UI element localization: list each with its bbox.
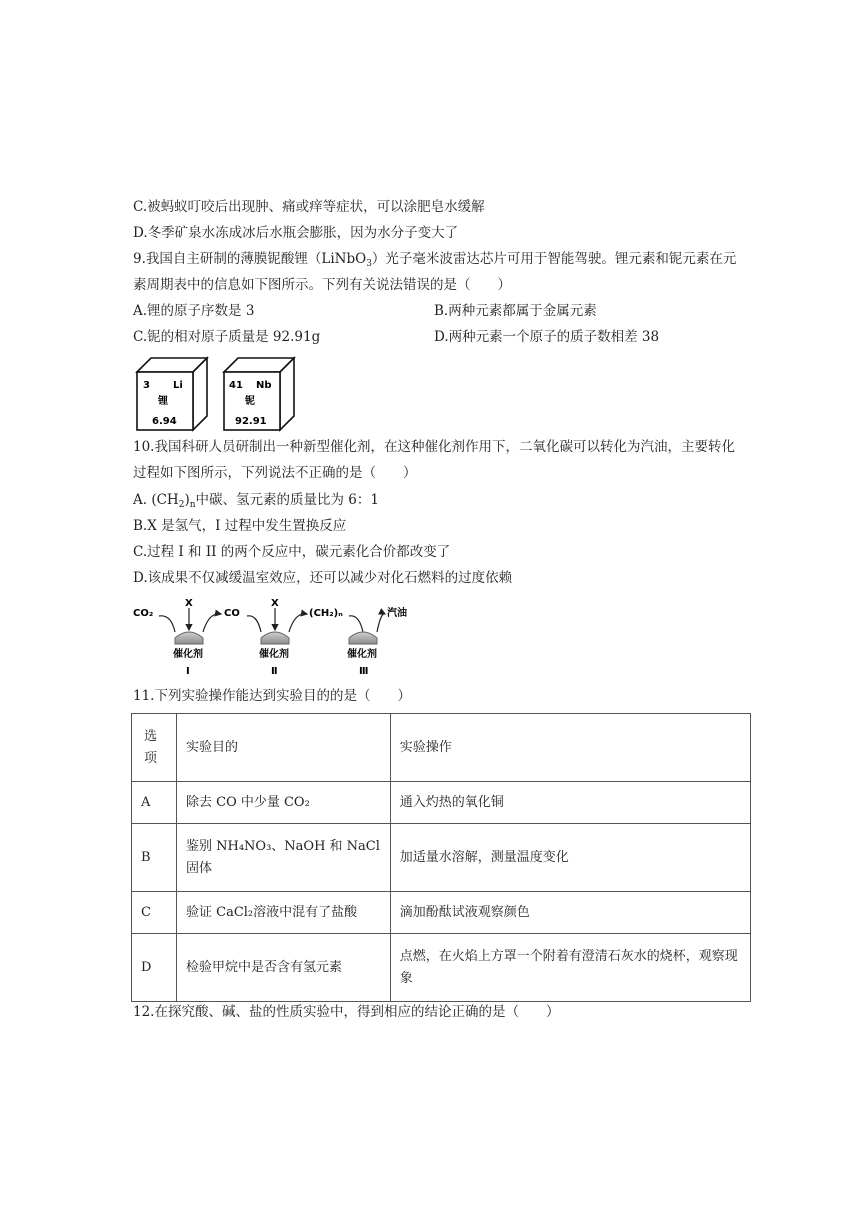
catalyst-2 bbox=[261, 632, 289, 644]
q9-stem-line1: 9.我国自主研制的薄膜铌酸锂（LiNbO$_3$）光子毫米波雷达芯片可用于智能驾驶。锂元素和铌元素在元 bbox=[133, 251, 737, 269]
conversion-diagram bbox=[131, 594, 421, 682]
row-goal: 检验甲烷中是否含有氢元素 bbox=[176, 934, 390, 1002]
li-name: 锂 bbox=[158, 396, 168, 407]
row-option: B bbox=[132, 824, 177, 892]
x-label-2: X bbox=[271, 598, 279, 609]
catalyst-3 bbox=[349, 632, 377, 644]
stage-1: I bbox=[186, 666, 190, 677]
table-row bbox=[132, 934, 751, 1002]
element-card-li bbox=[135, 356, 210, 432]
catalyst-label-2: 催化剂 bbox=[259, 649, 289, 660]
q10-option-c: C.过程 I 和 II 的两个反应中，碳元素化合价都改变了 bbox=[133, 544, 451, 560]
q9-option-c: C.铌的相对原子质量是 92.91g bbox=[133, 329, 321, 345]
q8-option-c: C.被蚂蚁叮咬后出现肿、痛或痒等症状，可以涂肥皂水缓解 bbox=[133, 199, 485, 215]
q12-stem: 12.在探究酸、碱、盐的性质实验中，得到相应的结论正确的是（ ） bbox=[133, 1004, 560, 1020]
header-operation: 实验操作 bbox=[390, 714, 750, 782]
li-number: 3 bbox=[143, 380, 150, 391]
q10-stem-line2: 过程如下图所示，下列说法不正确的是（ ） bbox=[133, 465, 417, 481]
row-goal: 验证 CaCl₂溶液中混有了盐酸 bbox=[176, 892, 390, 934]
x-label-1: X bbox=[185, 598, 193, 609]
table-row bbox=[132, 824, 751, 892]
catalyst-1 bbox=[175, 632, 203, 644]
table-row bbox=[132, 782, 751, 824]
catalyst-label-3: 催化剂 bbox=[347, 649, 377, 660]
row-operation: 滴加酚酞试液观察颜色 bbox=[390, 892, 750, 934]
curve-arrow-1b bbox=[203, 614, 221, 632]
q10-stem-line1: 10.我国科研人员研制出一种新型催化剂，在这种催化剂作用下，二氧化碳可以转化为汽油，主要转化 bbox=[133, 439, 735, 455]
curve-arrow-3a bbox=[349, 616, 363, 632]
co2-label: CO₂ bbox=[133, 608, 154, 619]
q9-option-b: B.两种元素都属于金属元素 bbox=[434, 303, 597, 319]
row-goal: 除去 CO 中少量 CO₂ bbox=[176, 782, 390, 824]
q10-option-b: B.X 是氢气，I 过程中发生置换反应 bbox=[133, 518, 347, 534]
curve-arrow-3b bbox=[377, 614, 385, 632]
ch2n-label: (CH₂)ₙ bbox=[309, 608, 343, 619]
co-label: CO bbox=[224, 608, 240, 619]
q9-stem-line2: 素周期表中的信息如下图所示。下列有关说法错误的是（ ） bbox=[133, 277, 511, 293]
q10-option-d: D.该成果不仅减缓温室效应，还可以减少对化石燃料的过度依赖 bbox=[133, 570, 513, 586]
gasoline-label: 汽油 bbox=[387, 608, 407, 619]
row-option: D bbox=[132, 934, 177, 1002]
curve-arrow-2b bbox=[289, 614, 307, 632]
stage-3: Ⅲ bbox=[359, 666, 369, 677]
li-symbol: Li bbox=[173, 380, 183, 391]
curve-arrow-1a bbox=[159, 616, 175, 632]
element-card-nb bbox=[222, 356, 297, 432]
curve-arrow-2a bbox=[247, 616, 261, 632]
row-operation: 点燃，在火焰上方罩一个附着有澄清石灰水的烧杯，观察现象 bbox=[390, 934, 750, 1002]
q10-option-a: A. $(CH_2)_n$中碳、氢元素的质量比为 6：1 bbox=[133, 492, 379, 510]
row-operation: 加适量水溶解，测量温度变化 bbox=[390, 824, 750, 892]
nb-mass: 92.91 bbox=[235, 416, 267, 427]
q8-option-d: D.冬季矿泉水冻成冰后水瓶会膨胀，因为水分子变大了 bbox=[133, 225, 459, 241]
q9-option-a: A.锂的原子序数是 3 bbox=[133, 303, 255, 319]
table-header-row bbox=[132, 714, 751, 782]
q11-stem: 11.下列实验操作能达到实验目的的是（ ） bbox=[133, 688, 411, 704]
experiment-table bbox=[131, 713, 751, 1002]
header-option: 选项 bbox=[132, 714, 177, 782]
header-goal: 实验目的 bbox=[176, 714, 390, 782]
nb-symbol: Nb bbox=[256, 380, 272, 391]
li-mass: 6.94 bbox=[152, 416, 177, 427]
row-option: A bbox=[132, 782, 177, 824]
row-option: C bbox=[132, 892, 177, 934]
q9-option-d: D.两种元素一个原子的质子数相差 38 bbox=[434, 329, 660, 345]
catalyst-label-1: 催化剂 bbox=[173, 649, 203, 660]
nb-number: 41 bbox=[229, 380, 243, 391]
row-operation: 通入灼热的氧化铜 bbox=[390, 782, 750, 824]
stage-2: Ⅱ bbox=[271, 666, 278, 677]
row-goal: 鉴别 NH₄NO₃、NaOH 和 NaCl 固体 bbox=[176, 824, 390, 892]
nb-name: 铌 bbox=[245, 396, 255, 407]
table-row bbox=[132, 892, 751, 934]
